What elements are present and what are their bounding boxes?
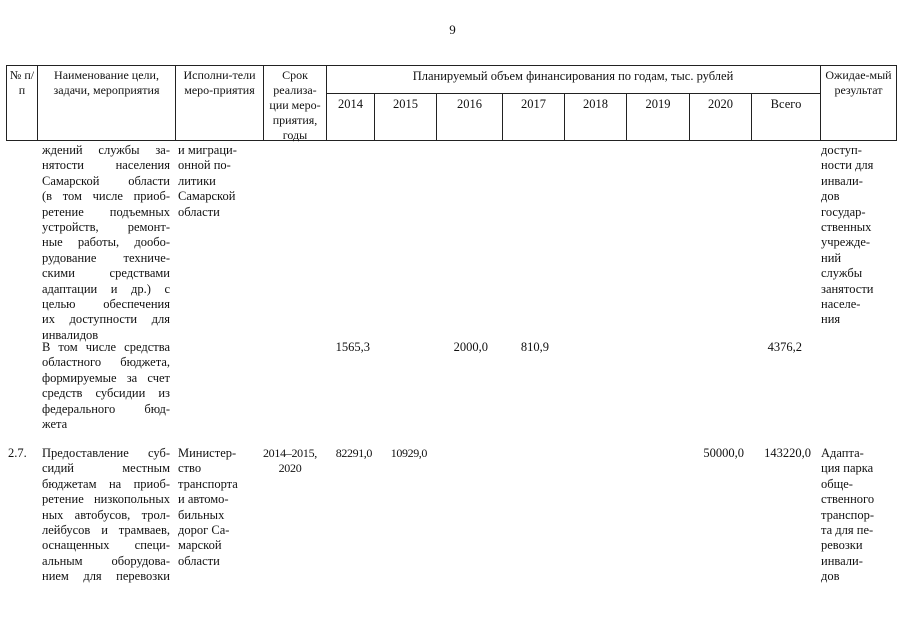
text-line: оснащенных специ- <box>42 538 170 553</box>
text-line: Самарской <box>178 189 236 204</box>
header-financing: Планируемый объем финансирования по годам, тыс. рублей <box>412 69 734 83</box>
text-line: дов <box>821 569 840 584</box>
row2-total: 4376,2 <box>767 340 802 354</box>
text-line: Министер- <box>178 446 237 460</box>
text-line: сидий местным <box>42 461 170 476</box>
text-line: ные работы, дообо- <box>42 235 170 250</box>
year-2015: 2015 <box>393 97 418 111</box>
text-line: скими средствами <box>42 266 170 281</box>
text-line: областного бюджета, <box>42 355 170 370</box>
row3-result <box>821 446 895 585</box>
text-line: ревозки <box>821 538 863 553</box>
text-line: инвали- <box>821 173 863 188</box>
text-line: ных автобусов, трол- <box>42 507 170 522</box>
row3-total: 143220,0 <box>764 446 811 460</box>
header-executor: Исполни-тели меро-приятия <box>183 68 256 97</box>
text-line: рудование техниче- <box>42 250 170 265</box>
text-line: занятости <box>821 281 874 296</box>
row2-2017: 810,9 <box>520 340 549 354</box>
text-line: их доступности для <box>42 312 170 327</box>
header-bottom-rule <box>6 140 897 141</box>
row3-term <box>256 446 324 477</box>
row1-result <box>821 143 893 328</box>
text-line: доступ- <box>821 143 862 157</box>
col-rule <box>820 65 821 141</box>
text-line: государ- <box>821 204 866 219</box>
text-line: Предоставление суб- <box>42 446 170 460</box>
col-rule <box>896 65 897 141</box>
text-line: области <box>178 204 220 219</box>
text-line: федерального бюд- <box>42 401 170 416</box>
text-line: бюджетам на приоб- <box>42 476 170 491</box>
year-2014: 2014 <box>338 97 363 111</box>
row3-num: 2.7. <box>8 446 27 460</box>
text-line: дорог Са- <box>178 523 230 538</box>
text-line: Самарской области <box>42 173 170 188</box>
text-line: транспорта <box>178 476 238 491</box>
text-line: транспор- <box>821 507 875 522</box>
row3-2014: 82291,0 <box>335 446 372 460</box>
row2-name <box>42 340 170 432</box>
year-total: Всего <box>770 97 802 111</box>
header-result: Ожидае-мый результат <box>825 68 892 97</box>
text-line: ственных <box>821 220 872 235</box>
row3-2015: 10929,0 <box>390 446 427 460</box>
text-line: жета <box>42 417 68 432</box>
row2-2016: 2000,0 <box>453 340 488 354</box>
text-line: ство <box>178 461 202 476</box>
text-line: ретение подъемных <box>42 204 170 219</box>
text-line: лейбусов и трамваев, <box>42 523 170 538</box>
row1-name <box>42 143 170 343</box>
text-line: дов <box>821 189 840 204</box>
text-line: населе- <box>821 297 861 312</box>
year-2019: 2019 <box>645 97 671 111</box>
row1-executor <box>178 143 258 220</box>
text-line: устройств, ремонт- <box>42 220 170 235</box>
text-line: ретение низкопольных <box>42 492 170 507</box>
page-number: 9 <box>449 22 456 37</box>
text-line: ция парка <box>821 461 874 476</box>
text-line: нием для перевозки <box>42 569 170 584</box>
text-line: адаптации и др.) с <box>42 281 170 296</box>
text-line: формируемые за счет <box>42 370 170 385</box>
year-2017: 2017 <box>521 97 546 111</box>
header-num: № п/п <box>9 68 35 97</box>
text-line: инвалидов <box>42 327 99 342</box>
text-line: целью обеспечения <box>42 297 170 312</box>
text-line: 2020 <box>278 461 302 476</box>
text-line: службы <box>821 266 863 281</box>
year-2020: 2020 <box>708 97 733 111</box>
row3-name <box>42 446 170 585</box>
text-line: онной по- <box>178 158 231 173</box>
text-line: обще- <box>821 476 853 491</box>
text-line: нятости населения <box>42 158 170 173</box>
text-line: В том числе средства <box>42 340 170 354</box>
text-line: Адапта- <box>821 446 864 460</box>
text-line: области <box>178 553 220 568</box>
row3-executor <box>178 446 258 569</box>
row3-2020: 50000,0 <box>703 446 744 460</box>
financing-subrule <box>326 93 820 94</box>
text-line: 2014–2015, <box>262 446 317 460</box>
header-term: Срок реализа-ции меро-приятия, годы <box>269 68 321 142</box>
text-line: ний <box>821 250 842 265</box>
col-rule <box>37 65 38 141</box>
text-line: ния <box>821 312 841 327</box>
year-2018: 2018 <box>583 97 608 111</box>
col-rule <box>175 65 176 141</box>
header-top-rule <box>6 65 897 66</box>
text-line: инвали- <box>821 553 863 568</box>
text-line: и автомо- <box>178 492 229 507</box>
text-line: и миграци- <box>178 143 237 157</box>
col-rule <box>263 65 264 141</box>
text-line: та для пе- <box>821 523 874 538</box>
text-line: учрежде- <box>821 235 871 250</box>
text-line: литики <box>178 173 216 188</box>
text-line: марской <box>178 538 222 553</box>
text-line: бильных <box>178 507 225 522</box>
text-line: ственного <box>821 492 875 507</box>
text-line: ждений службы за- <box>42 143 170 157</box>
text-line: (в том числе приоб- <box>42 189 170 204</box>
row2-2014: 1565,3 <box>335 340 370 354</box>
year-2016: 2016 <box>457 97 482 111</box>
table-header <box>6 65 897 140</box>
text-line: средств субсидии из <box>42 386 170 401</box>
text-line: ности для <box>821 158 874 173</box>
text-line: альным оборудова- <box>42 553 170 568</box>
header-name: Наименование цели, задачи, мероприятия <box>53 68 160 97</box>
